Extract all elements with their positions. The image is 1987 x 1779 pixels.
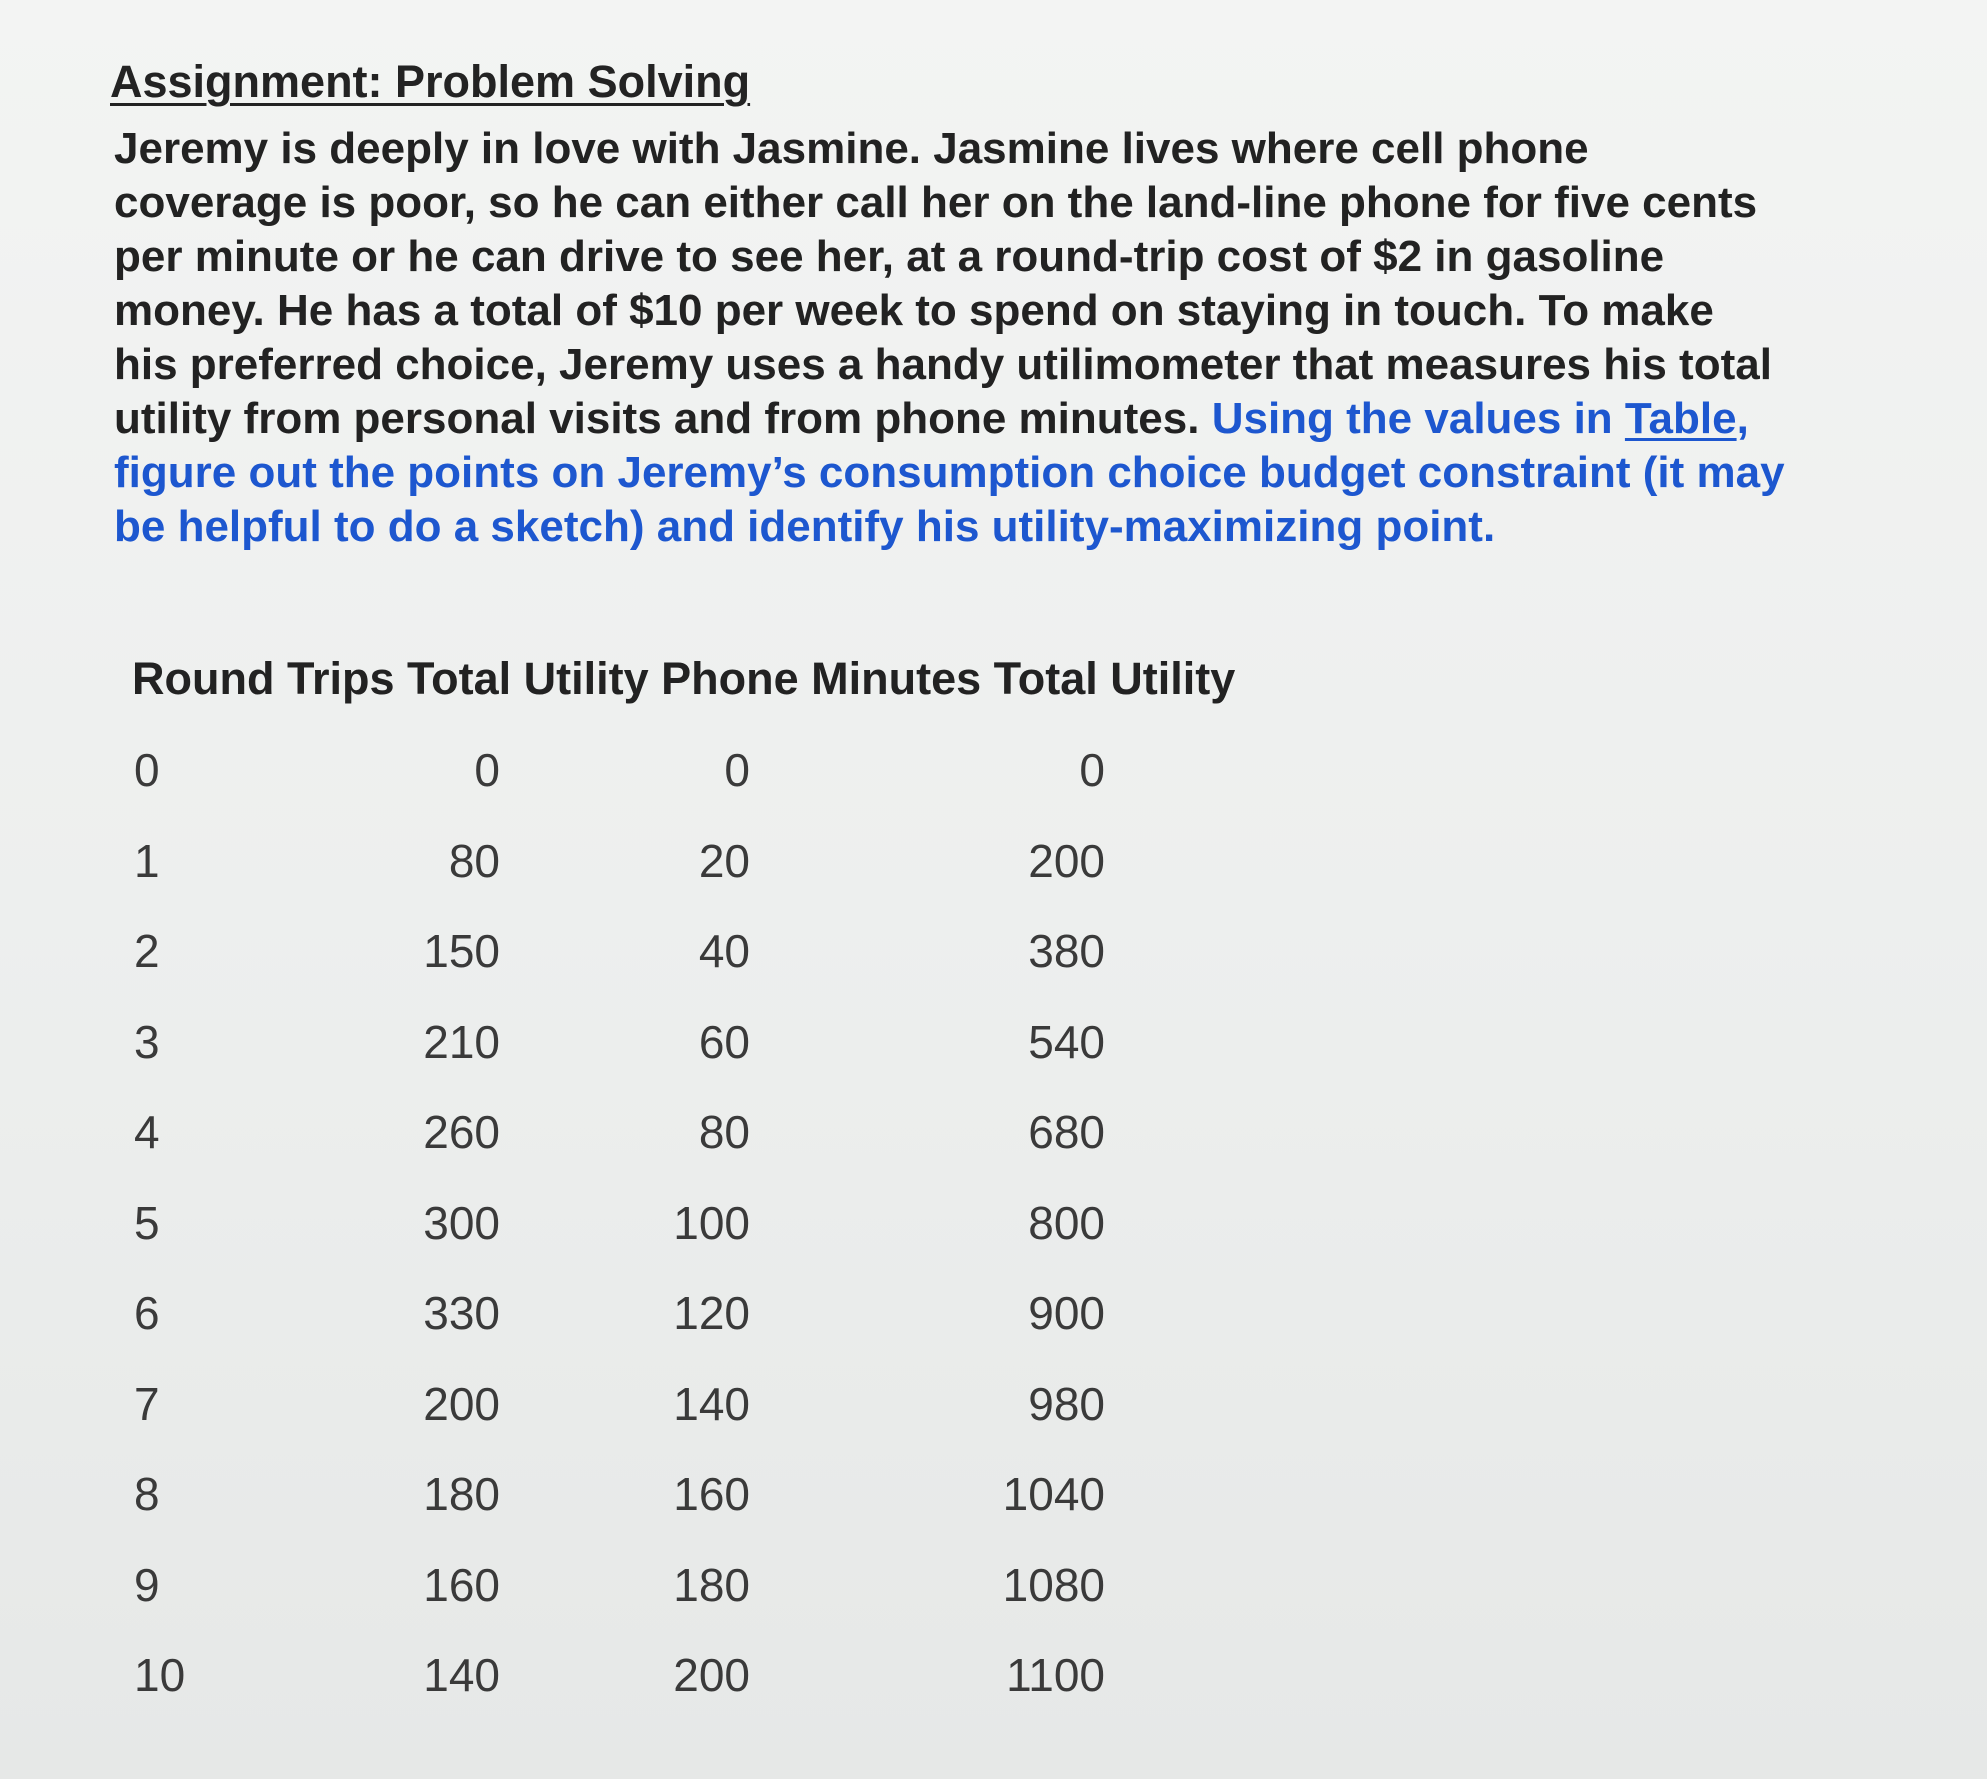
- trips-utility-cell: 200: [423, 1377, 500, 1430]
- assignment-title: Assignment: Problem Solving: [110, 56, 751, 107]
- paragraph-line: Jeremy is deeply in love with Jasmine. Jasmine lives where cell phone: [114, 124, 1589, 173]
- table-header: Round Trips Total Utility Phone Minutes Total Utility: [132, 653, 1236, 704]
- minutes-utility-cell: 980: [1028, 1377, 1105, 1430]
- table-row: [0, 1193, 1987, 1253]
- minutes-utility-cell: 1080: [1002, 1558, 1105, 1611]
- trips-utility-cell: 0: [474, 744, 500, 796]
- phone-minutes-cell: 180: [673, 1558, 750, 1611]
- trips-utility-cell: 160: [423, 1558, 500, 1611]
- round-trips-cell: 8: [134, 1468, 160, 1520]
- round-trips-cell: 10: [134, 1649, 186, 1701]
- instruction-text: Using the values in: [1211, 394, 1625, 443]
- trips-utility-cell: 260: [423, 1106, 500, 1158]
- instruction-comma: ,: [1736, 394, 1749, 443]
- paragraph-line: coverage is poor, so he can either call her on the land-line phone for five cents: [114, 178, 1758, 227]
- paragraph-text: utility from personal visits and from phone minutes.: [114, 394, 1212, 443]
- round-trips-cell: 6: [134, 1287, 160, 1339]
- round-trips-cell: 7: [134, 1377, 160, 1430]
- round-trips-cell: 3: [134, 1015, 160, 1068]
- instruction-line: be helpful to do a sketch) and identify his utility-maximizing point.: [114, 502, 1496, 551]
- table-row: [0, 1374, 1987, 1434]
- phone-minutes-cell: 60: [698, 1015, 750, 1068]
- trips-utility-cell: 300: [423, 1196, 500, 1249]
- table-link[interactable]: Table: [1624, 394, 1737, 443]
- minutes-utility-cell: 900: [1028, 1287, 1105, 1339]
- paragraph-line: money. He has a total of $10 per week to spend on staying in touch. To make: [114, 286, 1714, 335]
- phone-minutes-cell: 80: [698, 1106, 750, 1158]
- table-row: [0, 921, 1987, 981]
- trips-utility-cell: 80: [448, 834, 500, 887]
- table-row: [0, 740, 1987, 800]
- paragraph-line: his preferred choice, Jeremy uses a handy utilimometer that measures his total: [114, 340, 1772, 389]
- table-row: [0, 1645, 1987, 1705]
- table-row: [0, 1555, 1987, 1615]
- phone-minutes-cell: 100: [673, 1196, 750, 1249]
- minutes-utility-cell: 1100: [1006, 1649, 1105, 1701]
- trips-utility-cell: 140: [423, 1649, 500, 1701]
- minutes-utility-cell: 540: [1028, 1015, 1105, 1068]
- phone-minutes-cell: 120: [673, 1287, 750, 1339]
- minutes-utility-cell: 680: [1028, 1106, 1105, 1158]
- table-row: [0, 1102, 1987, 1162]
- phone-minutes-cell: 0: [724, 744, 750, 796]
- minutes-utility-cell: 1040: [1002, 1468, 1105, 1520]
- round-trips-cell: 5: [134, 1196, 160, 1249]
- paragraph-line: per minute or he can drive to see her, at a round-trip cost of $2 in gasoline: [114, 232, 1665, 281]
- round-trips-cell: 2: [134, 925, 160, 977]
- trips-utility-cell: 210: [423, 1015, 500, 1068]
- instruction-line: figure out the points on Jeremy’s consumption choice budget constraint (it may: [114, 448, 1785, 497]
- table-row: [0, 1012, 1987, 1072]
- phone-minutes-cell: 140: [673, 1377, 750, 1430]
- minutes-utility-cell: 0: [1079, 744, 1105, 796]
- phone-minutes-cell: 20: [698, 834, 750, 887]
- table-row: [0, 1283, 1987, 1343]
- phone-minutes-cell: 40: [698, 925, 750, 977]
- minutes-utility-cell: 380: [1028, 925, 1105, 977]
- phone-minutes-cell: 160: [673, 1468, 750, 1520]
- round-trips-cell: 1: [134, 834, 160, 887]
- trips-utility-cell: 330: [423, 1287, 500, 1339]
- minutes-utility-cell: 800: [1028, 1196, 1105, 1249]
- trips-utility-cell: 150: [423, 925, 500, 977]
- table-row: [0, 831, 1987, 891]
- round-trips-cell: 9: [134, 1558, 160, 1611]
- round-trips-cell: 4: [134, 1106, 160, 1158]
- trips-utility-cell: 180: [423, 1468, 500, 1520]
- round-trips-cell: 0: [134, 744, 160, 796]
- minutes-utility-cell: 200: [1028, 834, 1105, 887]
- phone-minutes-cell: 200: [673, 1649, 750, 1701]
- table-row: [0, 1464, 1987, 1524]
